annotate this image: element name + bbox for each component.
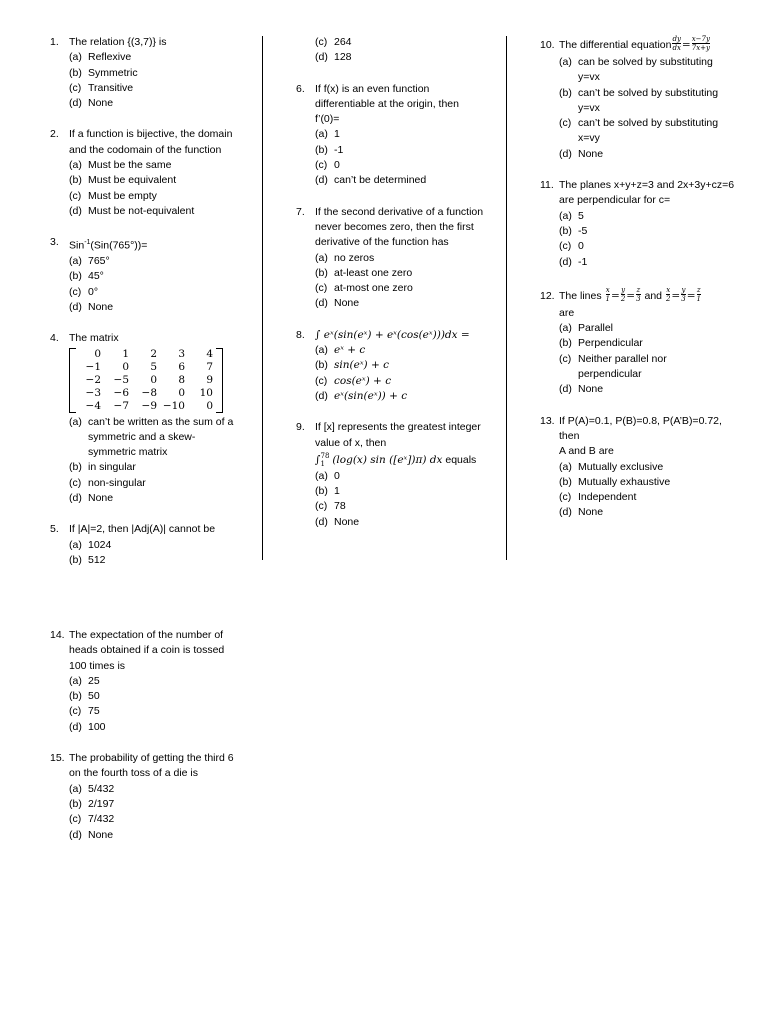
y-over-3 bbox=[681, 286, 685, 306]
matrix-cell: 3 bbox=[178, 347, 185, 360]
question-text-continued: 100 times is bbox=[69, 659, 126, 672]
option-label: (d) bbox=[559, 383, 572, 396]
denominator: 1 bbox=[605, 294, 610, 303]
option-text: sin(eˣ) + c bbox=[334, 359, 389, 372]
matrix-cell: 0 bbox=[178, 386, 185, 399]
option-text: eˣ + c bbox=[334, 344, 366, 357]
option-label: (a) bbox=[69, 674, 82, 687]
question-text-continued: f’(0)= bbox=[315, 113, 340, 126]
lower-limit: 1 bbox=[320, 460, 325, 469]
matrix-cell: 5 bbox=[150, 360, 157, 373]
question-number: 4. bbox=[50, 332, 59, 345]
option-label: (c) bbox=[315, 282, 328, 295]
column-divider-1 bbox=[262, 36, 263, 560]
option-label: (c) bbox=[69, 81, 82, 94]
question-text: If P(A)=0.1, P(B)=0.8, P(A’B)=0.72, bbox=[559, 414, 722, 427]
option-label: (d) bbox=[69, 492, 82, 505]
question-1 bbox=[50, 35, 255, 111]
option-text: Independent bbox=[578, 491, 637, 504]
option-label: (c) bbox=[69, 476, 82, 489]
numerator: z bbox=[636, 285, 641, 294]
option-label: (b) bbox=[69, 66, 82, 79]
matrix bbox=[50, 348, 255, 413]
option-label: (d) bbox=[315, 51, 328, 64]
option-text: Must be not-equivalent bbox=[88, 204, 195, 217]
question-text: The lines bbox=[559, 289, 602, 302]
question-text: If |A|=2, then |Adj(A)| cannot be bbox=[69, 523, 216, 536]
option-text: can’t be solved by substituting bbox=[578, 86, 719, 99]
numerator: z bbox=[696, 285, 701, 294]
option-label: (c) bbox=[559, 117, 572, 130]
question-number: 8. bbox=[296, 328, 305, 341]
question-text-continued: are perpendicular for c= bbox=[559, 194, 671, 207]
option-text: Mutually exhaustive bbox=[578, 475, 671, 488]
denominator: dx bbox=[672, 44, 681, 52]
matrix-cell: 8 bbox=[178, 373, 185, 386]
option-label: (d) bbox=[69, 828, 82, 841]
option-text-continued: y=vx bbox=[578, 101, 600, 114]
option-label: (b) bbox=[69, 690, 82, 703]
option-label: (c) bbox=[559, 352, 572, 365]
option-text: None bbox=[88, 300, 114, 313]
option-label: (d) bbox=[315, 297, 328, 310]
question-number: 9. bbox=[296, 421, 305, 434]
matrix-cell: −1 bbox=[85, 360, 101, 373]
sin-argument: (Sin(765°))= bbox=[90, 239, 148, 252]
option-text: 128 bbox=[334, 51, 352, 64]
numerator: y bbox=[621, 285, 626, 294]
option-label: (b) bbox=[69, 270, 82, 283]
question-13 bbox=[540, 414, 762, 521]
question-10 bbox=[540, 35, 762, 162]
numerator: dy bbox=[672, 35, 681, 43]
matrix-cell: 9 bbox=[206, 373, 213, 386]
option-label: (a) bbox=[315, 251, 328, 264]
matrix-cell: −4 bbox=[85, 399, 101, 412]
question-number: 10. bbox=[540, 39, 555, 51]
option-text: no zeros bbox=[334, 251, 375, 264]
integral-limits bbox=[320, 452, 329, 468]
denominator: 7x+y bbox=[691, 44, 710, 52]
question-number: 5. bbox=[50, 523, 59, 536]
option-text: None bbox=[578, 506, 604, 519]
option-label: (b) bbox=[69, 461, 82, 474]
option-text: Reflexive bbox=[88, 51, 132, 64]
matrix-cell: 10 bbox=[199, 386, 213, 399]
matrix-cell: 7 bbox=[206, 360, 213, 373]
option-text: None bbox=[578, 147, 604, 160]
option-label: (b) bbox=[559, 475, 572, 488]
question-5 bbox=[50, 522, 255, 568]
question-9 bbox=[296, 420, 501, 530]
option-label: (b) bbox=[69, 553, 82, 566]
option-text: non-singular bbox=[88, 476, 146, 489]
denominator: 2 bbox=[620, 294, 626, 303]
option-label: (a) bbox=[315, 469, 328, 482]
question-number: 14. bbox=[50, 629, 65, 641]
equals-sign: = bbox=[671, 289, 681, 302]
rhs-fraction bbox=[692, 35, 710, 55]
option-label: (b) bbox=[559, 86, 572, 99]
option-text: 5/432 bbox=[88, 782, 115, 795]
option-text: cos(eˣ) + c bbox=[334, 374, 392, 387]
option-text-continued: x=vy bbox=[578, 132, 600, 145]
upper-limit: 78 bbox=[320, 452, 330, 461]
question-number: 15. bbox=[50, 752, 65, 765]
matrix-cell: 1 bbox=[122, 347, 129, 360]
option-text: Perpendicular bbox=[578, 337, 643, 350]
option-text: 512 bbox=[88, 553, 106, 566]
question-text-continued: are bbox=[559, 306, 575, 319]
option-label: (a) bbox=[559, 322, 572, 335]
option-text: 1 bbox=[334, 485, 340, 498]
matrix-right-bracket bbox=[216, 348, 223, 413]
option-label: (d) bbox=[315, 174, 328, 187]
option-text: at-most one zero bbox=[334, 282, 413, 295]
question-text-continued: and the codomain of the function bbox=[69, 143, 222, 156]
option-label: (c) bbox=[315, 374, 328, 387]
question-number: 2. bbox=[50, 128, 59, 141]
option-text: 75 bbox=[88, 705, 100, 718]
option-text: 0° bbox=[88, 285, 99, 298]
numerator: x bbox=[666, 285, 671, 294]
option-text: 50 bbox=[88, 690, 100, 703]
option-text: None bbox=[88, 97, 114, 110]
numerator: y bbox=[681, 285, 686, 294]
option-text: 2/197 bbox=[88, 797, 115, 810]
column-3 bbox=[540, 35, 762, 521]
option-label: (d) bbox=[559, 255, 572, 268]
option-label: (a) bbox=[559, 209, 572, 222]
matrix-cell: 0 bbox=[150, 373, 157, 386]
sin-text: Sin bbox=[69, 239, 85, 252]
option-text: Must be equivalent bbox=[88, 174, 177, 187]
question-15 bbox=[50, 751, 260, 843]
option-text: -5 bbox=[578, 224, 588, 237]
integral-expression bbox=[296, 451, 501, 469]
option-text-continued: symmetric and a skew- bbox=[88, 430, 196, 443]
option-text: Symmetric bbox=[88, 66, 138, 79]
option-label: (a) bbox=[559, 56, 572, 68]
question-text-continued: derivative of the function has bbox=[315, 236, 449, 249]
option-label: (d) bbox=[315, 515, 328, 528]
denominator: 3 bbox=[636, 294, 641, 303]
option-label: (c) bbox=[69, 705, 82, 718]
equals-sign: = bbox=[681, 39, 691, 51]
question-text: If [x] represents the greatest integer bbox=[315, 421, 481, 434]
question-number: 6. bbox=[296, 82, 305, 95]
option-text-continued: perpendicular bbox=[578, 368, 642, 381]
z-over-1 bbox=[697, 286, 701, 306]
question-3 bbox=[50, 235, 255, 315]
question-text: The probability of getting the third 6 bbox=[69, 752, 234, 765]
question-12 bbox=[540, 286, 762, 398]
option-text: eˣ(sin(eˣ)) + c bbox=[334, 389, 408, 402]
option-label: (d) bbox=[69, 300, 82, 313]
question-text: If f(x) is an even function bbox=[315, 82, 430, 95]
option-text: Mutually exclusive bbox=[578, 460, 664, 473]
question-number: 12. bbox=[540, 289, 555, 302]
question-text-continued: value of x, then bbox=[315, 436, 387, 449]
question-text-continued: on the fourth toss of a die is bbox=[69, 767, 198, 780]
option-text: -1 bbox=[334, 143, 344, 156]
question-text: The expectation of the number of bbox=[69, 629, 224, 641]
option-label: (a) bbox=[315, 128, 328, 141]
option-label: (d) bbox=[315, 389, 328, 402]
option-label: (b) bbox=[69, 174, 82, 187]
question-text: If a function is bijective, the domain bbox=[69, 128, 233, 141]
option-label: (b) bbox=[559, 224, 572, 237]
question-8 bbox=[296, 328, 501, 404]
inverse-superscript: -1 bbox=[84, 239, 91, 247]
option-text: Neither parallel nor bbox=[578, 352, 667, 365]
dy-dx-fraction bbox=[672, 35, 680, 55]
question-7 bbox=[296, 205, 501, 312]
matrix-cell: 0 bbox=[122, 360, 129, 373]
matrix-cell: 0 bbox=[206, 399, 213, 412]
option-text: 765° bbox=[88, 255, 110, 268]
matrix-cell: 4 bbox=[206, 347, 213, 360]
bottom-column-1 bbox=[50, 628, 260, 843]
option-text: can’t be solved by substituting bbox=[578, 117, 719, 130]
option-label: (c) bbox=[559, 491, 572, 504]
matrix-cell: −6 bbox=[113, 386, 129, 399]
matrix-cell: −3 bbox=[85, 386, 101, 399]
question-number: 1. bbox=[50, 36, 59, 48]
matrix-cell: −7 bbox=[113, 399, 129, 412]
option-label: (c) bbox=[315, 500, 328, 513]
question-text-continued: differentiable at the origin, then bbox=[315, 97, 459, 110]
option-label: (c) bbox=[69, 813, 82, 826]
question-text: If the second derivative of a function bbox=[315, 205, 484, 218]
question-text: The differential equation bbox=[559, 39, 672, 51]
option-text: 5 bbox=[578, 209, 584, 222]
option-text: None bbox=[578, 383, 604, 396]
option-text: 100 bbox=[88, 720, 106, 733]
option-text: in singular bbox=[88, 461, 136, 474]
option-label: (c) bbox=[315, 159, 328, 172]
question-number: 3. bbox=[50, 236, 59, 249]
question-text: The relation {(3,7)} is bbox=[69, 36, 167, 48]
matrix-cell: −8 bbox=[141, 386, 157, 399]
option-text: 7/432 bbox=[88, 813, 115, 826]
matrix-cell: −2 bbox=[85, 373, 101, 386]
matrix-cell: 0 bbox=[94, 347, 101, 360]
question-text: The matrix bbox=[69, 332, 119, 345]
option-text: 1 bbox=[334, 128, 340, 141]
matrix-cell: −5 bbox=[113, 373, 129, 386]
column-1 bbox=[50, 35, 255, 568]
column-2 bbox=[296, 35, 501, 530]
matrix-cell: 2 bbox=[150, 347, 157, 360]
option-text: 0 bbox=[334, 469, 340, 482]
z-over-3 bbox=[636, 286, 640, 306]
option-text: can’t be determined bbox=[334, 174, 427, 187]
integral-expression: ∫ eˣ(sin(eˣ) + eˣ(cos(eˣ)))dx = bbox=[315, 328, 470, 341]
option-label: (c) bbox=[69, 285, 82, 298]
question-text-continued: A and B are bbox=[559, 445, 614, 458]
option-text: None bbox=[88, 828, 114, 841]
integrand: (log(x) sin ([eˣ])π) dx bbox=[332, 453, 443, 466]
question-number: 7. bbox=[296, 205, 305, 218]
option-label: (b) bbox=[315, 143, 328, 156]
option-text: Transitive bbox=[88, 81, 134, 94]
option-label: (c) bbox=[559, 240, 572, 253]
y-over-2 bbox=[621, 286, 625, 306]
option-text: 264 bbox=[334, 36, 352, 48]
numerator: x bbox=[605, 285, 610, 294]
matrix-cell: −9 bbox=[141, 399, 157, 412]
question-6 bbox=[296, 82, 501, 189]
equals-sign: = bbox=[626, 289, 636, 302]
question-number: 11. bbox=[540, 179, 554, 192]
matrix-grid bbox=[76, 348, 216, 413]
denominator: 3 bbox=[681, 294, 686, 303]
option-label: (b) bbox=[315, 359, 328, 372]
option-label: (b) bbox=[315, 485, 328, 498]
question-text-continued: then bbox=[559, 429, 580, 442]
question-text: The planes x+y+z=3 and 2x+3y+cz=6 bbox=[559, 179, 735, 192]
option-label: (c) bbox=[315, 36, 328, 48]
numerator: x−7y bbox=[691, 35, 710, 43]
option-text: 1024 bbox=[88, 538, 112, 551]
option-label: (d) bbox=[69, 97, 82, 110]
option-text-continued: symmetric matrix bbox=[88, 446, 168, 459]
denominator: 2 bbox=[665, 294, 671, 303]
question-text bbox=[69, 235, 147, 254]
question-5-continued bbox=[296, 35, 501, 66]
integral-sign: ∫ bbox=[315, 453, 321, 466]
question-text-continued: never becomes zero, then the first bbox=[315, 220, 474, 233]
option-label: (a) bbox=[69, 255, 82, 268]
matrix-left-bracket bbox=[69, 348, 76, 413]
x-over-1 bbox=[606, 286, 610, 306]
option-label: (a) bbox=[69, 159, 82, 172]
question-number: 13. bbox=[540, 414, 555, 427]
option-text: 0 bbox=[578, 240, 584, 253]
option-text: None bbox=[334, 515, 360, 528]
question-2 bbox=[50, 127, 255, 219]
and-text: and bbox=[644, 289, 663, 302]
question-11 bbox=[540, 178, 762, 270]
matrix-cell: −10 bbox=[162, 399, 185, 412]
option-label: (d) bbox=[559, 506, 572, 519]
option-text: None bbox=[88, 492, 114, 505]
option-text: -1 bbox=[578, 255, 588, 268]
option-label: (d) bbox=[69, 204, 82, 217]
option-text: 45° bbox=[88, 270, 104, 283]
option-label: (a) bbox=[69, 51, 82, 64]
option-text: Parallel bbox=[578, 322, 614, 335]
question-4 bbox=[50, 331, 255, 506]
option-text: 25 bbox=[88, 674, 100, 687]
option-text-continued: y=vx bbox=[578, 71, 600, 84]
option-label: (d) bbox=[559, 147, 572, 160]
equals-sign: = bbox=[686, 289, 696, 302]
option-label: (a) bbox=[69, 782, 82, 795]
equals-sign: = bbox=[611, 289, 620, 302]
option-text: None bbox=[334, 297, 360, 310]
question-text-continued: heads obtained if a coin is tossed bbox=[69, 644, 225, 657]
option-label: (c) bbox=[69, 189, 82, 202]
option-text: at-least one zero bbox=[334, 266, 413, 279]
option-label: (a) bbox=[69, 538, 82, 551]
option-label: (b) bbox=[69, 797, 82, 810]
option-text: can be solved by substituting bbox=[578, 56, 713, 68]
option-label: (b) bbox=[559, 337, 572, 350]
matrix-cell: 6 bbox=[178, 360, 185, 373]
option-label: (b) bbox=[315, 266, 328, 279]
equals-text: equals bbox=[445, 453, 477, 466]
option-text: 0 bbox=[334, 159, 340, 172]
column-divider-2 bbox=[506, 36, 507, 560]
option-label: (d) bbox=[69, 720, 82, 733]
option-label: (a) bbox=[69, 415, 82, 428]
option-text: Must be empty bbox=[88, 189, 157, 202]
x-over-2 bbox=[666, 286, 670, 306]
denominator: 1 bbox=[696, 294, 701, 303]
option-label: (a) bbox=[559, 460, 572, 473]
option-text: 78 bbox=[334, 500, 346, 513]
option-text: can’t be written as the sum of a bbox=[88, 415, 234, 428]
question-14 bbox=[50, 628, 260, 735]
option-label: (a) bbox=[315, 344, 328, 357]
option-text: Must be the same bbox=[88, 159, 172, 172]
